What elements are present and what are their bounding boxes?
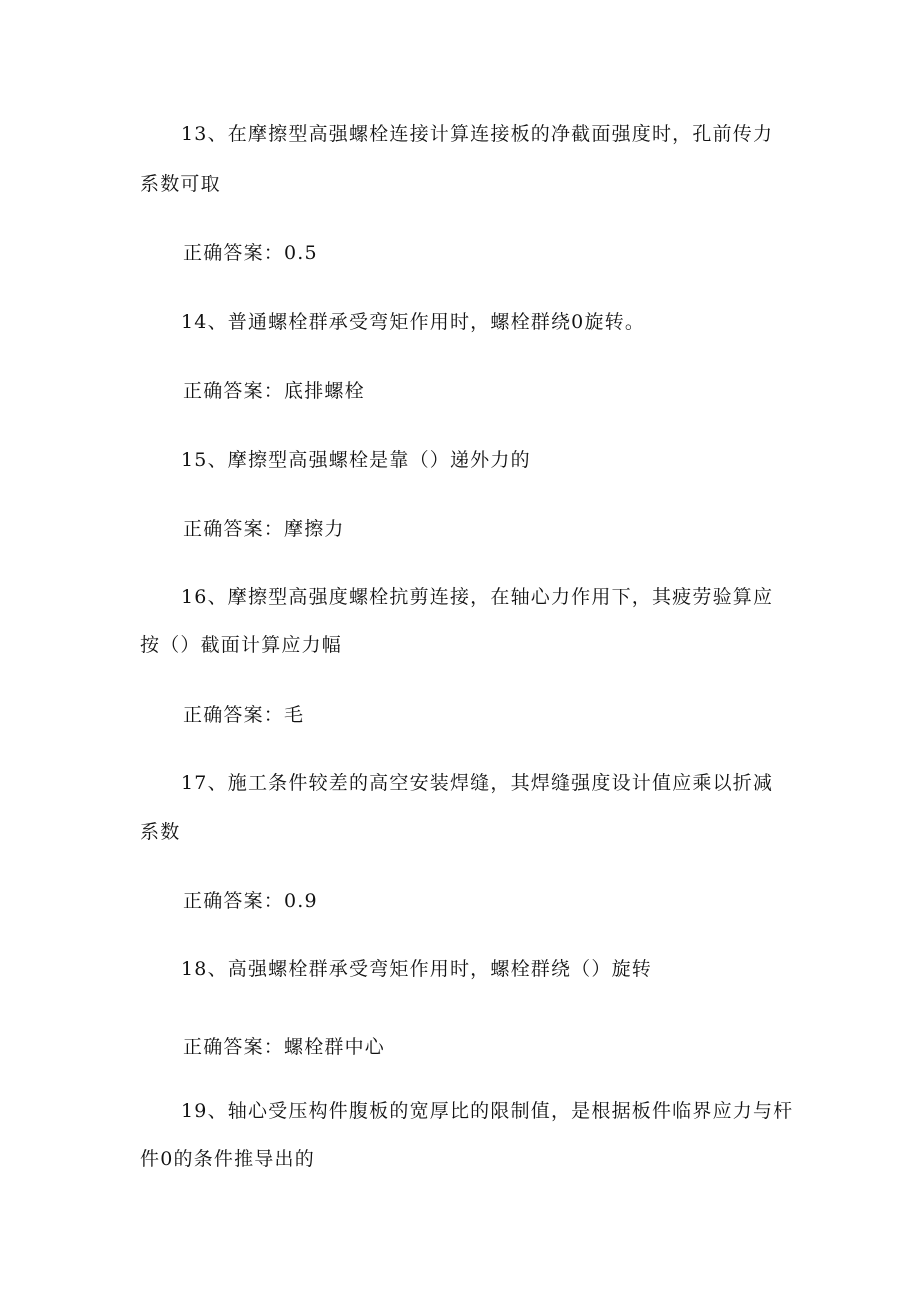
question-14-text: 14、普通螺栓群承受弯矩作用时，螺栓群绕0旋转。 <box>181 311 646 333</box>
answer-18: 正确答案：螺栓群中心 <box>183 1036 386 1058</box>
answer-14: 正确答案：底排螺栓 <box>183 380 365 402</box>
question-16-text-cont: 按（）截面计算应力幅 <box>140 634 343 656</box>
answer-15: 正确答案：摩擦力 <box>183 518 345 540</box>
answer-17: 正确答案：0.9 <box>183 890 318 912</box>
answer-13: 正确答案：0.5 <box>183 242 318 264</box>
question-16-text: 16、摩擦型高强度螺栓抗剪连接，在轴心力作用下，其疲劳验算应 <box>181 586 774 608</box>
question-15-text: 15、摩擦型高强螺栓是靠（）递外力的 <box>181 449 531 471</box>
question-19-text-cont: 件0的条件推导出的 <box>140 1148 315 1170</box>
question-18-text: 18、高强螺栓群承受弯矩作用时，螺栓群绕（）旋转 <box>181 958 652 980</box>
question-19-text: 19、轴心受压构件腹板的宽厚比的限制值，是根据板件临界应力与杆 <box>181 1100 794 1122</box>
question-13-text: 13、在摩擦型高强螺栓连接计算连接板的净截面强度时，孔前传力 <box>181 123 774 145</box>
question-17-text: 17、施工条件较差的高空安装焊缝，其焊缝强度设计值应乘以折减 <box>181 772 774 794</box>
answer-16: 正确答案：毛 <box>183 704 305 726</box>
question-17-text-cont: 系数 <box>140 821 181 843</box>
question-13-text-cont: 系数可取 <box>140 173 221 195</box>
